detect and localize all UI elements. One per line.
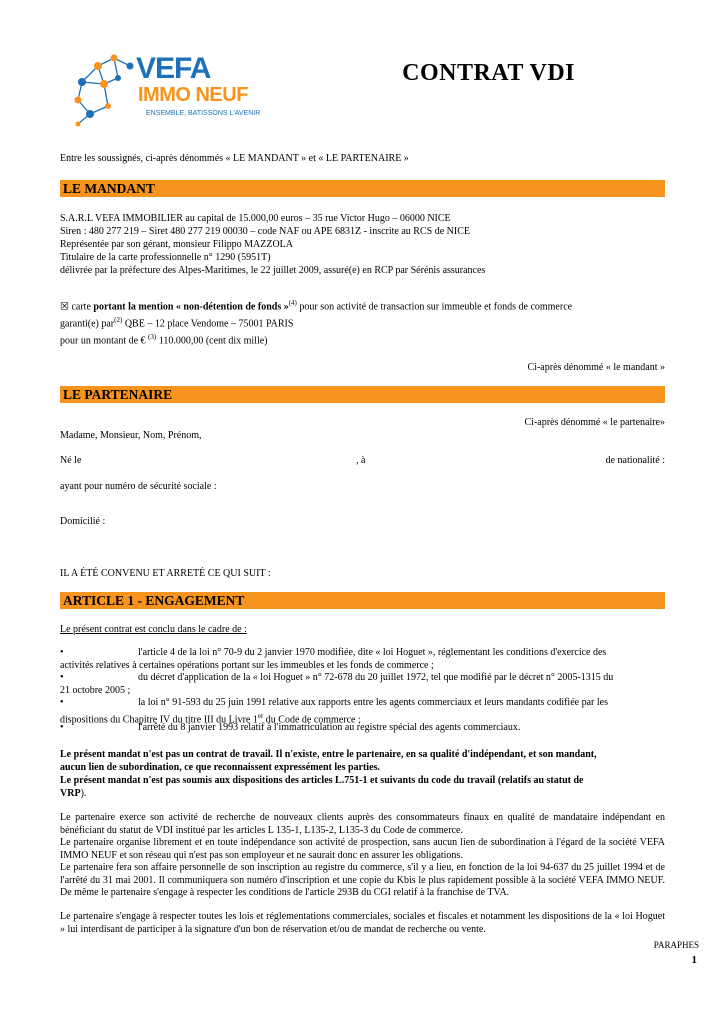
mandant-line: Siren : 480 277 219 – Siret 480 277 219 00030 – code NAF ou APE 6831Z - inscrite au RCS de NICE xyxy=(60,226,470,237)
page-number: 1 xyxy=(691,954,697,966)
logo-text-vefa: VEFA xyxy=(136,52,211,85)
section-heading-article1: ARTICLE 1 - ENGAGEMENT xyxy=(63,593,245,608)
nationality-label: de nationalité : xyxy=(605,455,665,466)
convenu-text: IL A ÉTÉ CONVENU ET ARRETÉ CE QUI SUIT : xyxy=(60,568,271,579)
mandant-line: délivrée par la préfecture des Alpes-Maritimes, le 22 juillet 2009, assuré(e) en RCP par Sérénis assurances xyxy=(60,265,486,276)
social-security-label: ayant pour numéro de sécurité sociale : xyxy=(60,481,217,492)
mandant-line: S.A.R.L VEFA IMMOBILIER au capital de 15.000,00 euros – 35 rue Victor Hugo – 06000 NICE xyxy=(60,213,451,224)
cadre-intro: Le présent contrat est conclu dans le cadre de : xyxy=(60,624,247,635)
document-title: CONTRAT VDI xyxy=(402,60,575,86)
bold-paragraph-not-employment: Le présent mandat n'est pas un contrat de travail. Il n'existe, entre le partenaire, en sa qualité d'indépendant, et son mandant, aucun lien de subordination, ce que reconnaissent expressément les parties. xyxy=(60,749,597,773)
list-item: • l'article 4 de la loi n° 70-9 du 2 janvier 1970 modifiée, dite « loi Hoguet », réglementant les conditions d'exercice des activités relatives à certaines opérations portant sur les immeubles et les fonds de commerce ; xyxy=(60,647,607,671)
ci-apres-partenaire: Ci-après dénommé « le partenaire» xyxy=(524,417,665,428)
mandant-line: Représentée par son gérant, monsieur Filippo MAZZOLA xyxy=(60,239,294,250)
section-band-partenaire xyxy=(60,386,665,403)
carte-mention: ☒ carte portant la mention « non-détention de fonds »$^{(4)}$ pour son activité de transaction sur immeuble et fonds de commerce garanti(e) par$^{(2)}$ QBE – 12 place Vendome – 75001 PARIS pour un montant de € $^{(3)}$ 110.000,00 (cent dix mille) xyxy=(60,299,573,346)
company-logo xyxy=(68,52,278,132)
paragraph: Le partenaire exerce son activité de recherche de nouveaux clients auprès des consommateurs finaux en qualité de mandataire indépendant en bénéficiant du statut de VDI institué par les articles L 135-1, L135-2, L135-3 du Code de commerce. xyxy=(60,812,665,836)
paraphes-label: PARAPHES xyxy=(653,940,699,950)
domicile-label: Domicilié : xyxy=(60,516,106,527)
logo-text-immo-neuf: IMMO NEUF xyxy=(138,84,248,106)
list-item: • du décret d'application de la « loi Hoguet » n° 72-678 du 20 juillet 1972, tel que modifié par le décret n° 2005-1315 du 21 octobre 2005 ; xyxy=(60,672,614,696)
logo-tagline: ENSEMBLE, BATISSONS L'AVENIR xyxy=(146,110,261,117)
paragraph: Le partenaire organise librement et en toute indépendance son activité de prospection, sans aucun lien de subordination à l'égard de la société VEFA IMMO NEUF et son réseau qui n'est pas son employeur et ne saurait donc en assurer les obligations. xyxy=(60,837,665,861)
mandant-line: Titulaire de la carte professionnelle n° 1290 (5951T) xyxy=(60,252,271,263)
paragraph: Le partenaire s'engage à respecter toutes les lois et réglementations commerciales, sociales et fiscales et notamment les dispositions de la « loi Hoguet » lui interdisant de participer à la signature d'un bon de réservation et/ou de mandat de recherche ou vente. xyxy=(60,911,665,935)
birth-date-label: Né le xyxy=(60,455,82,466)
checked-checkbox-icon[interactable]: ☒ xyxy=(60,301,69,313)
partenaire-name-label: Madame, Monsieur, Nom, Prénom, xyxy=(60,430,202,441)
bold-paragraph-not-vrp: Le présent mandat n'est pas soumis aux dispositions des articles L.751-1 et suivants du code du travail (relatifs au statut de VRP). xyxy=(60,775,584,799)
ci-apres-mandant: Ci-après dénommé « le mandant » xyxy=(527,362,665,373)
intro-text: Entre les soussignés, ci-après dénommés « LE MANDANT » et « LE PARTENAIRE » xyxy=(60,153,409,164)
birth-place-label: , à xyxy=(356,455,366,466)
list-item: • l'arrêté du 8 janvier 1993 relatif à l'immatriculation au registre spécial des agents commerciaux. xyxy=(60,722,521,733)
section-heading-partenaire: LE PARTENAIRE xyxy=(63,387,173,402)
paragraph: Le partenaire fera son affaire personnelle de son inscription au registre du commerce, s'il y a lieu, en fonction de la loi 94-637 du 25 juillet 1994 et de l'arrêté du 31 mai 2001. Il communiquera son numéro d'inscription et une copie du Kbis le plus rapidement possible à la société VEFA IMMO NEUF. De même le partenaire s'engage à respecter les conditions de l'article 293B du CGI relatif à la franchise de TVA. xyxy=(60,862,665,898)
mandant-details xyxy=(60,212,485,277)
list-item: • la loi n° 91-593 du 25 juin 1991 relative aux rapports entre les agents commerciaux et leurs mandants codifiée par les dispositions du Chapitre IV du titre III du Livre 1er du Code de commerce ; xyxy=(60,697,608,725)
section-band-mandant xyxy=(60,180,665,197)
section-band-article1 xyxy=(60,592,665,609)
section-heading-mandant: LE MANDANT xyxy=(63,181,155,196)
